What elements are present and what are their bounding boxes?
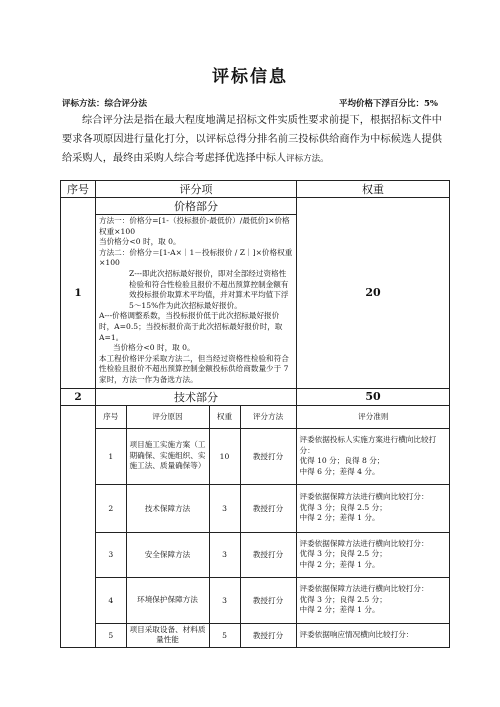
scoring-table — [60, 180, 450, 648]
row-weight: 3 — [209, 532, 240, 577]
table-row — [96, 577, 450, 623]
row-reason: 项目施工实施方案（工期确保、实施组织、实施工法、质量确保等） — [126, 428, 209, 484]
intro-text: 综合评分法是指在最大程度地满足招标文件实质性要求前提下，根据招标文件中要求各项原因进行量化打分，以评标总得分排名前三投标供给商作为中标候选人提供给采购人，最终由采购人综合考虑择优选择中标人 — [62, 115, 442, 164]
inner-header-reason: 评分原因 — [126, 406, 209, 429]
table-row — [96, 623, 450, 647]
price-title: 价格部分 — [96, 198, 297, 215]
header-item: 评分项 — [96, 181, 297, 198]
row-seq: 3 — [96, 532, 126, 577]
row-rule — [296, 428, 450, 484]
rule-line: 评委依据保障方法进行横向比较打分： — [299, 538, 429, 548]
row-weight: 3 — [209, 484, 240, 532]
intro-tail: 评标方法。 — [286, 154, 329, 164]
rule-line: 评委依据保障方法进行横向比较打分： — [299, 492, 429, 502]
price-line: A---价格调整系数，当投标报价低于此次招标最好报价时，A=0.5；当投标报价高于此次招标最好报价时，取 A=1。 — [99, 311, 283, 342]
row-rule — [296, 577, 450, 623]
rule-line: 中得 2 分；差得 1 分。 — [299, 605, 380, 615]
price-line: 当价格分<0 时，取 0。 — [113, 343, 195, 353]
price-line: 方法二：价格分＝[1-A×｜1－投标报价 / Z｜]×价格权重×100 — [99, 247, 293, 268]
row-weight: 3 — [209, 577, 240, 623]
tech-title: 技术部分 — [96, 388, 297, 405]
table-row — [96, 428, 450, 484]
row-seq: 4 — [96, 577, 126, 623]
row-reason: 环境保护保障方法 — [126, 577, 209, 623]
price-formula-cell — [96, 215, 297, 389]
average-discount: 平均价格下浮百分比：5% — [339, 99, 438, 109]
rule-line: 中得 2 分；差得 1 分。 — [299, 559, 380, 569]
row-weight: 10 — [209, 428, 240, 484]
table-header-row — [61, 181, 450, 198]
price-seq: 1 — [61, 198, 96, 389]
inner-header-rule: 评分准则 — [296, 406, 450, 429]
price-line: 当价格分<0 时，取 0。 — [99, 237, 181, 247]
row-method: 教授打分 — [240, 484, 296, 532]
rule-line: 优得 3 分；良得 2.5 分； — [299, 549, 387, 559]
header-seq: 序号 — [61, 181, 96, 198]
tech-inner-table — [96, 406, 450, 648]
row-method: 教授打分 — [240, 532, 296, 577]
row-seq: 5 — [96, 623, 126, 647]
tech-section-row — [61, 388, 450, 405]
intro-paragraph — [62, 111, 442, 169]
price-weight: 20 — [297, 198, 450, 389]
rule-line: 评委依据响应情况横向比较打分： — [299, 630, 414, 639]
rule-line: 中得 6 分；差得 4 分。 — [299, 466, 380, 476]
row-reason: 安全保障方法 — [126, 532, 209, 577]
tech-detail-cell — [96, 405, 450, 648]
row-method: 教授打分 — [240, 623, 296, 647]
rule-line: 优得 10 分；良得 8 分； — [299, 456, 385, 465]
table-row — [96, 532, 450, 577]
row-rule — [296, 623, 450, 647]
page-title: 评标信息 — [212, 67, 288, 87]
rule-line: 评委依据保障方法进行横向比较打分： — [299, 584, 429, 594]
tech-weight: 50 — [297, 388, 450, 405]
row-seq: 2 — [96, 484, 126, 532]
price-section-row — [61, 198, 450, 215]
table-row — [96, 484, 450, 532]
price-line: 本工程价格评分采取方法二，但当经过资格性检验和符合性检验且报价不超出预算控制金额投标供给商数量少于 7 家时，方法一作为备选方法。 — [99, 353, 289, 384]
price-line: 方法一：价格分=[1-（投标报价-最低价）/最低价]×价格权重×100 — [99, 216, 290, 236]
row-method: 教授打分 — [240, 577, 296, 623]
row-reason: 技术保障方法 — [126, 484, 209, 532]
row-rule — [296, 484, 450, 532]
row-rule — [296, 532, 450, 577]
row-seq: 1 — [96, 428, 126, 484]
row-reason: 项目采取设备、材料质量性能 — [126, 623, 209, 647]
rule-line: 中得 2 分；差得 1 分。 — [299, 513, 380, 523]
inner-header-weight: 权重 — [209, 406, 240, 429]
header-weight: 权重 — [297, 181, 450, 198]
tech-detail-row — [61, 405, 450, 648]
row-method: 教授打分 — [240, 428, 296, 484]
tech-seq: 2 — [61, 388, 96, 405]
evaluation-method: 评标方法：综合评分法 — [62, 99, 148, 109]
inner-header-method: 评分方法 — [240, 406, 296, 429]
rule-line: 评委依据投标人实施方案进行横向比较打分： — [299, 435, 437, 455]
inner-header-seq: 序号 — [96, 406, 126, 429]
price-line: Z---即此次招标最好报价，即对全部经过资格性检验和符合性检验且报价不超出预算控制金额有效投标报价取算术平均值，并对算术平均值下浮5～15%作为此次招标最好报价。 — [129, 268, 289, 310]
tech-spacer-cell — [61, 405, 96, 648]
row-weight: 5 — [209, 623, 240, 647]
rule-line: 优得 3 分；良得 2.5 分； — [299, 594, 387, 604]
inner-header-row — [96, 406, 450, 429]
rule-line: 优得 3 分；良得 2.5 分； — [299, 502, 387, 512]
